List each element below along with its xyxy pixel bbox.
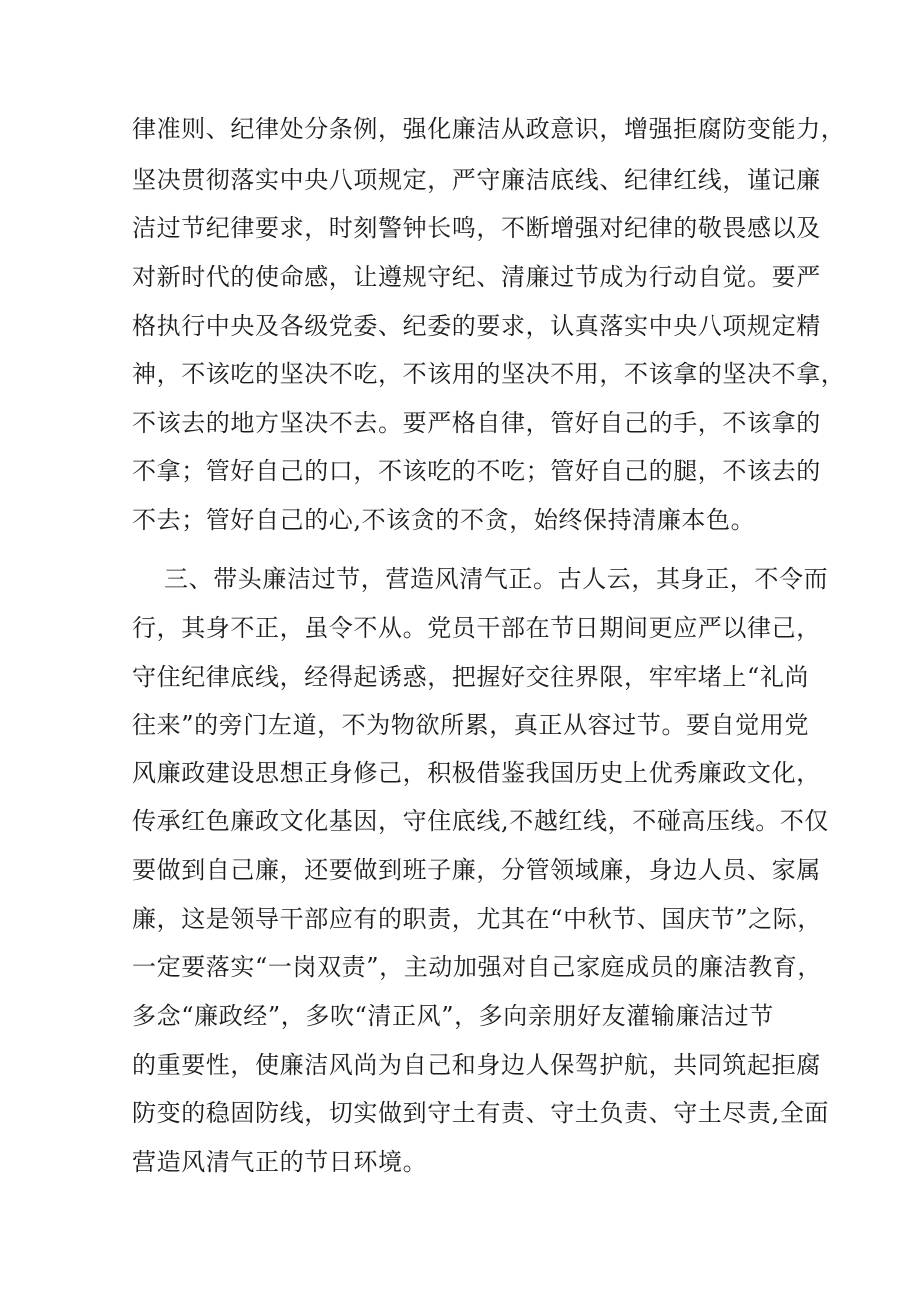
text-line: 营造风清气正的节日环境。 <box>132 1148 428 1176</box>
text-line: 格执行中央及各级党委、纪委的要求，认真落实中央八项规定精 <box>132 312 821 340</box>
text-line: 风廉政建设思想正身修己，积极借鉴我国历史上优秀廉政文化， <box>132 759 821 787</box>
text-line: 传承红色廉政文化基因，守住底线,不越红线，不碰高压线。不仅 <box>132 807 830 835</box>
text-line: 律准则、纪律处分条例，强化廉洁从政意识，增强拒腐防变能力， <box>132 115 846 143</box>
text-line: 不拿；管好自己的口，不该吃的不吃；管好自己的腿，不该去的 <box>132 457 821 485</box>
text-line: 不该去的地方坚决不去。要严格自律，管好自己的手，不该拿的 <box>132 409 821 437</box>
text-line: 的重要性，使廉洁风尚为自己和身边人保驾护航，共同筑起拒腐 <box>132 1051 821 1079</box>
text-line: 洁过节纪律要求，时刻警钟长鸣，不断增强对纪律的敬畏感以及 <box>132 214 821 242</box>
text-line: 要做到自己廉，还要做到班子廉，分管领域廉，身边人员、家属 <box>132 856 821 884</box>
text-line: 往来”的旁门左道，不为物欲所累，真正从容过节。要自觉用党 <box>132 711 810 739</box>
text-line: 不去；管好自己的心,不该贪的不贪，始终保持清廉本色。 <box>132 506 756 534</box>
text-line: 行，其身不正，虽令不从。党员干部在节日期间更应严以律己， <box>132 614 821 642</box>
text-line: 一定要落实“一岗双责”，主动加强对自己家庭成员的廉洁教育， <box>132 953 822 981</box>
text-line: 神，不该吃的坚决不吃，不该用的坚决不用，不该拿的坚决不拿， <box>132 360 846 388</box>
text-line: 廉，这是领导干部应有的职责，尤其在“中秋节、国庆节”之际， <box>132 905 822 933</box>
text-line: 守住纪律底线，经得起诱惑，把握好交往界限，牢牢堵上“礼尚 <box>132 663 810 691</box>
text-line: 防变的稳固防线，切实做到守土有责、守土负责、守土尽责,全面 <box>132 1099 830 1127</box>
text-line: 对新时代的使命感，让遵规守纪、清廉过节成为行动自觉。要严 <box>132 263 821 291</box>
text-line: 三、带头廉洁过节，营造风清气正。古人云，其身正，不令而 <box>164 565 829 593</box>
text-line: 坚决贯彻落实中央八项规定，严守廉洁底线、纪律红线，谨记廉 <box>132 166 821 194</box>
text-line: 多念“廉政经”，多吹“清正风”，多向亲朋好友灌输廉洁过节 <box>132 1002 774 1030</box>
